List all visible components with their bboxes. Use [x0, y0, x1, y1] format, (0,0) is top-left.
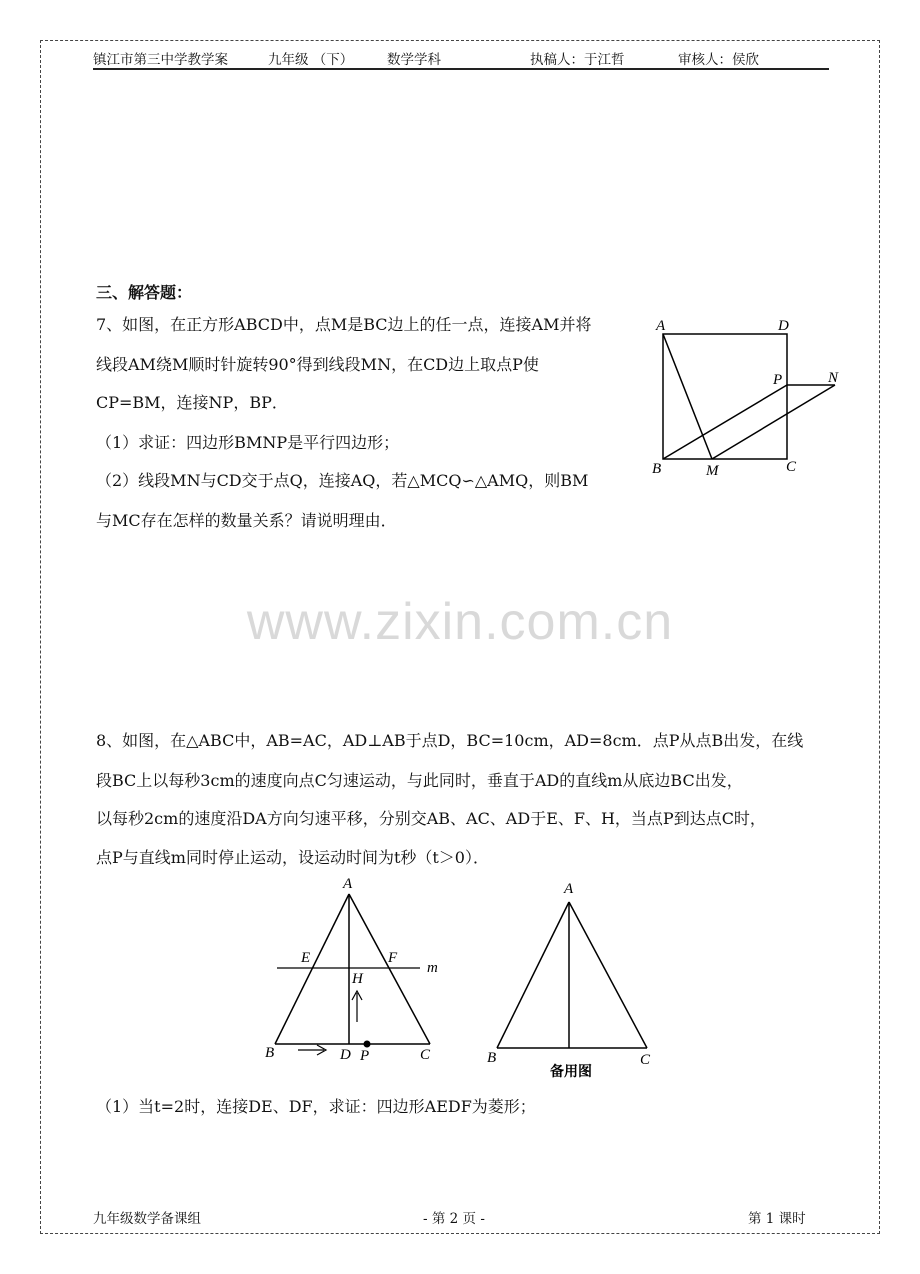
author-label: 执稿人：于江哲 [530, 52, 625, 68]
fig1-label-P: P [360, 1048, 370, 1064]
fig1-label-H: H [352, 971, 363, 987]
fig2-label-A: A [564, 881, 574, 897]
problem7-part2b: 与MC存在怎样的数量关系？请说明理由． [96, 511, 397, 530]
problem7-line3: CP=BM，连接NP，BP． [96, 393, 288, 412]
problem7-line1: 7、如图，在正方形ABCD中，点M是BC边上的任一点，连接AM并将 [96, 315, 592, 334]
triangle-figure [260, 872, 660, 1084]
label-B: B [652, 461, 662, 477]
label-M: M [706, 463, 719, 479]
problem7-line2: 线段AM绕M顺时针旋转90°得到线段MN，在CD边上取点P使 [96, 355, 539, 374]
school-name: 镇江市第三中学教学案 [93, 52, 228, 68]
footer-page: - 第 2 页 - [423, 1211, 485, 1227]
fig1-label-F: F [388, 950, 398, 966]
fig1-label-A: A [343, 876, 353, 892]
footer-group: 九年级数学备课组 [93, 1211, 201, 1227]
fig1-label-E: E [301, 950, 311, 966]
footer-lesson: 第 1 课时 [748, 1211, 806, 1227]
label-C: C [786, 459, 797, 475]
square-figure [650, 312, 850, 484]
problem8-line2: 段BC上以每秒3cm的速度向点C匀速运动，与此同时，垂直于AD的直线m从底边BC出发， [96, 771, 743, 790]
section-title: 三、解答题： [96, 283, 193, 302]
fig2-label-C: C [640, 1052, 651, 1068]
problem7-part1: （1）求证：四边形BMNP是平行四边形； [96, 433, 400, 452]
fig1-label-D: D [340, 1047, 351, 1063]
problem8-line1: 8、如图，在△ABC中，AB=AC，AD⊥AB于点D，BC=10cm，AD=8cm．点P从点B出发，在线 [96, 731, 804, 750]
problem8-line4: 点P与直线m同时停止运动，设运动时间为t秒（t＞0）． [96, 848, 489, 867]
fig1-label-C: C [420, 1047, 431, 1063]
problem7-part2: （2）线段MN与CD交于点Q，连接AQ，若△MCQ∽△AMQ，则BM [96, 471, 589, 490]
watermark: www.zixin.com.cn [246, 593, 674, 651]
subject-label: 数学学科 [387, 52, 441, 68]
label-P: P [773, 372, 783, 388]
problem8-part1: （1）当t=2时，连接DE、DF，求证：四边形AEDF为菱形； [96, 1097, 536, 1116]
fig1-label-m: m [427, 960, 438, 976]
problem8-line3: 以每秒2cm的速度沿DA方向匀速平移，分别交AB、AC、AD于E、F、H，当点P到达点C时， [96, 809, 766, 828]
label-D: D [778, 318, 789, 334]
fig2-caption: 备用图 [550, 1064, 592, 1080]
grade-label: 九年级 （下） [268, 52, 354, 68]
page-header [93, 48, 829, 70]
fig2-label-B: B [487, 1050, 497, 1066]
label-N: N [828, 370, 839, 386]
fig1-label-B: B [265, 1045, 275, 1061]
label-A: A [656, 318, 666, 334]
reviewer-label: 审核人：侯欣 [678, 52, 759, 68]
